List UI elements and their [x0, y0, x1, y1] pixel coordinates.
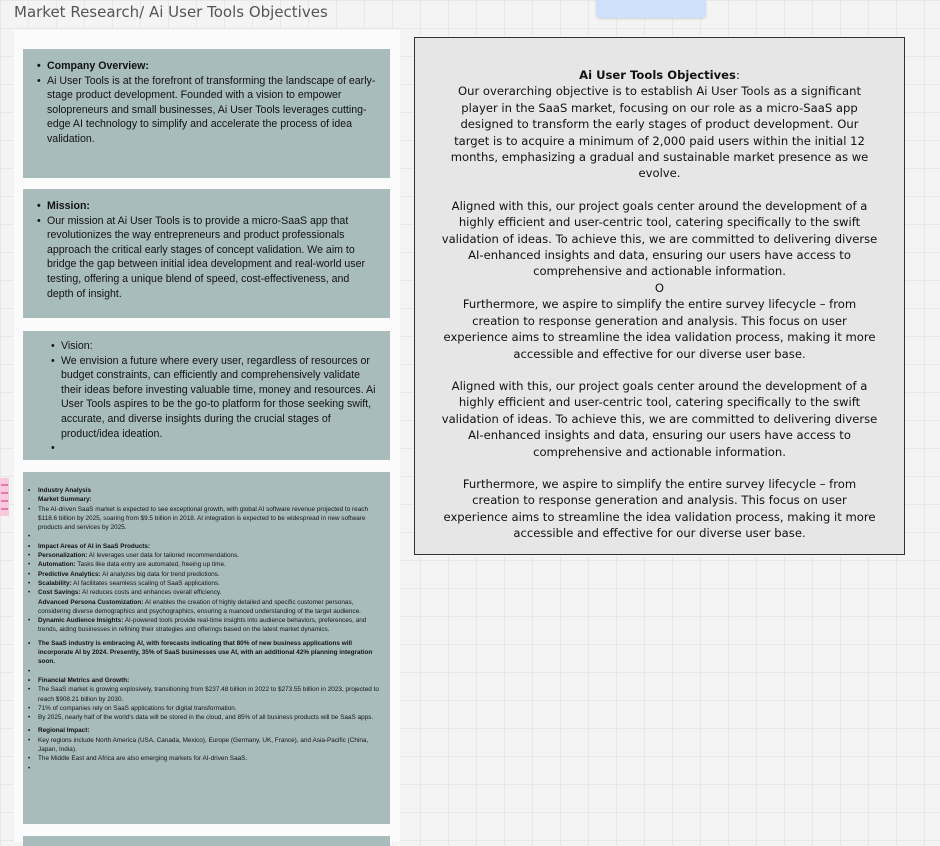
audience-insights: • Dynamic Audience Insights: AI-powered tools provide real-time insights into audience behaviors, preferences, and trends, aiding businesses in refining their strategies and offerings based on the latest market dynamics. [28, 616, 380, 635]
card-partial-bottom[interactable] [23, 836, 390, 846]
sticky-note-left[interactable] [0, 478, 9, 516]
objectives-title: Ai User Tools Objectives [579, 68, 736, 82]
persona-customization: Advanced Persona Customization: AI enables the creation of highly detailed and specific customer personas, considering diverse demographics and psychographics, ensuring a nuanced understanding of the target audience. [38, 598, 361, 615]
mission-heading: • Mission: [37, 199, 376, 214]
objectives-letter-o: O [654, 280, 665, 295]
saas-forecast: • The SaaS industry is embracing AI, with forecasts indicating that 80% of new business applications will incorporate AI by 2024. Presently, 35% of SaaS businesses use AI, with an additional 42% planning integration soon. [28, 639, 380, 667]
card-company-overview[interactable] [23, 49, 390, 178]
market-summary-text: • The AI-driven SaaS market is expected to see exceptional growth, with global AI software revenue projected to reach $118.6 billion by 2025, soaring from $9.5 billion in 2018. AI integration is expected to be widespread in new software products and services by 2025. [28, 505, 380, 533]
regional-item-1: • The Middle East and Africa are also emerging markets for AI-driven SaaS. [28, 754, 380, 763]
vision-body: • We envision a future where every user, regardless of resources or budget constraints, can efficiently and comprehensively validate their ideas before investing valuable time, money and resources. Ai User Tools aspires to be the go-to platform for those seeking swift, accurate, and diverse insights during the crucial stages of product/idea ideation. [51, 354, 376, 442]
overview-body: • Ai User Tools is at the forefront of transforming the landscape of early-stage product development. Founded with a vision to empower solopreneurs and small businesses, Ai User Tools leverages cutting-edge AI technology to simplify and accelerate the process of idea validation. [37, 74, 376, 147]
objectives-box[interactable] [414, 37, 905, 555]
market-summary-label: Market Summary: [38, 496, 92, 504]
objectives-p4: Aligned with this, our project goals center around the development of a highly efficient and user-centric tool, catering specifically to the swift validation of ideas. To achieve this, we are committed to delivering diverse AI-enhanced insights and data, ensuring our users have access to comprehensive and actionable information. [441, 378, 878, 459]
impact-item-2: • Predictive Analytics: AI analyzes big data for trend predictions. [28, 570, 380, 579]
regional-item-0: • Key regions include North America (USA, Canada, Mexico), Europe (Germany, UK, France), and Asia-Pacific (China, Japan, India). [28, 736, 380, 755]
sticky-note-top[interactable] [596, 0, 706, 18]
card-mission[interactable] [23, 189, 390, 318]
vision-empty-bullet [51, 441, 376, 456]
impact-item-4: • Cost Savings: AI reduces costs and enhances overall efficiency. [28, 588, 380, 597]
financial-item-0: • The SaaS market is growing explosively, transitioning from $237.48 billion in 2022 to $273.55 billion in 2023, projected to reach $908.21 billion by 2030. [28, 685, 380, 704]
card-vision[interactable] [23, 331, 390, 460]
empty-bullet [28, 764, 380, 773]
objectives-p2: Aligned with this, our project goals center around the development of a highly efficient and user-centric tool, catering specifically to the swift validation of ideas. To achieve this, we are committed to delivering diverse AI-enhanced insights and data, ensuring our users have access to comprehensive and actionable information. [441, 198, 878, 279]
impact-item-0: • Personalization: AI leverages user data for tailored recommendations. [28, 551, 380, 560]
overview-heading: • Company Overview: [37, 59, 376, 74]
financial-item-1: • 71% of companies rely on SaaS applications for digital transformation. [28, 704, 380, 713]
industry-heading: • Industry Analysis [28, 486, 380, 495]
empty-bullet [28, 532, 380, 541]
card-industry-analysis[interactable] [23, 472, 390, 824]
objectives-p1: Ai User Tools Objectives: Our overarching objective is to establish Ai User Tools as a significant player in the SaaS market, focusing on our role as a micro-SaaS app designed to transform the early stages of product development. Our target is to acquire a minimum of 2,000 paid users within the initial 12 months, emphasizing a gradual and sustainable market presence as we evolve. [450, 68, 869, 181]
impact-item-1: • Automation: Tasks like data entry are automated, freeing up time. [28, 560, 380, 569]
vision-heading: • Vision: [51, 339, 376, 354]
objectives-p5: Furthermore, we aspire to simplify the entire survey lifecycle – from creation to response generation and analysis. This focus on user experience aims to streamline the idea validation process, making it more accessible and effective for our diverse user base. [443, 476, 876, 541]
impact-item-3: • Scalability: AI facilitates seamless scaling of SaaS applications. [28, 579, 380, 588]
objectives-p3: Furthermore, we aspire to simplify the entire survey lifecycle – from creation to response generation and analysis. This focus on user experience aims to streamline the idea validation process, making it more accessible and effective for our diverse user base. [443, 297, 876, 361]
mission-body: • Our mission at Ai User Tools is to provide a micro-SaaS app that revolutionizes the way entrepreneurs and product professionals approach the critical early stages of concept validation. We aim to bridge the gap between initial idea development and real-world user testing, offering a unique blend of speed, cost-effectiveness, and depth of insight. [37, 214, 376, 302]
regional-heading: • Regional Impact: [28, 726, 380, 735]
financial-heading: • Financial Metrics and Growth: [28, 676, 380, 685]
board-title: Market Research/ Ai User Tools Objectives [14, 3, 328, 21]
empty-bullet [28, 667, 380, 676]
financial-item-2: • By 2025, nearly half of the world's data will be stored in the cloud, and 85% of all business products will be SaaS apps. [28, 713, 380, 722]
impact-heading: • Impact Areas of AI in SaaS Products: [28, 542, 380, 551]
